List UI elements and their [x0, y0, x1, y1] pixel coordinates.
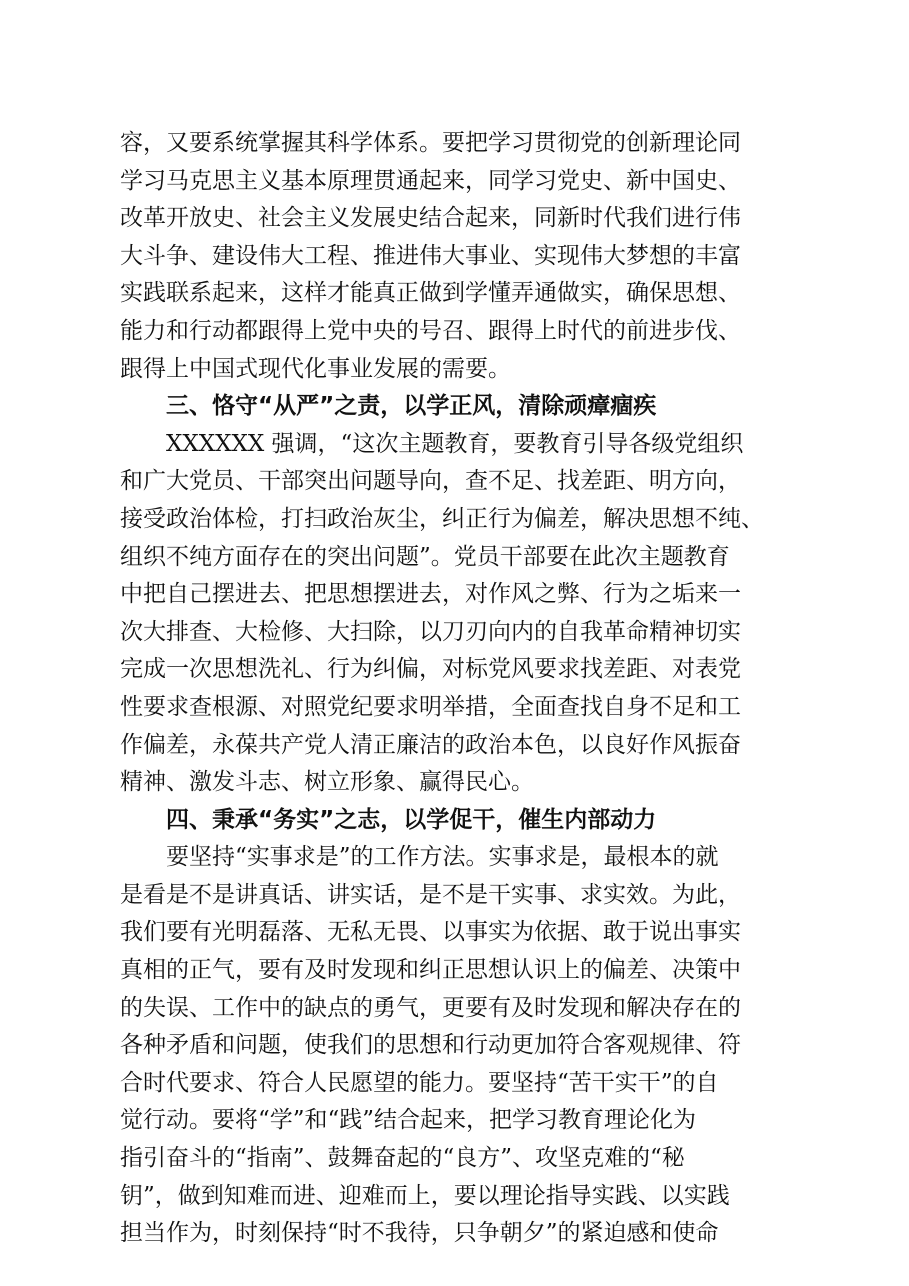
paragraph-line: 能力和行动都跟得上党中央的号召、跟得上时代的前进步伐、	[120, 317, 741, 344]
paragraph-line: 指引奋斗的“指南”、鼓舞奋起的“良方”、攻坚克难的“秘	[120, 1145, 685, 1172]
paragraph-line: 容，又要系统掌握其科学体系。要把学习贯彻党的创新理论同	[120, 130, 741, 156]
paragraph-line: 我们要有光明磊落、无私无畏、以事实为依据、敢于说出事实	[120, 919, 741, 946]
paragraph-line: 学习马克思主义基本原理贯通起来，同学习党史、新中国史、	[120, 167, 741, 194]
paragraph-line: 合时代要求、符合人民愿望的能力。要坚持“苦干实干”的自	[120, 1069, 719, 1096]
paragraph-line: 真相的正气，要有及时发现和纠正思想认识上的偏差、决策中	[120, 957, 741, 984]
paragraph-line: 次大排查、大检修、大扫除，以刀刃向内的自我革命精神切实	[120, 618, 741, 645]
document-body	[120, 125, 810, 1253]
paragraph-line: 完成一次思想洗礼、行为纠偏，对标党风要求找差距、对表党	[120, 656, 741, 683]
paragraph-line: 各种矛盾和问题，使我们的思想和行动更加符合客观规律、符	[120, 1032, 741, 1059]
paragraph-line: 跟得上中国式现代化事业发展的需要。	[120, 355, 511, 382]
section-heading: 四、秉承“务实”之志，以学促干，催生内部动力	[166, 806, 657, 833]
paragraph-line: 中把自己摆进去、把思想摆进去，对作风之弊、行为之垢来一	[120, 581, 741, 608]
paragraph-line: 担当作为，时刻保持“时不我待，只争朝夕”的紧迫感和使命	[120, 1220, 719, 1247]
paragraph-line: 接受政治体检，打扫政治灰尘，纠正行为偏差，解决思想不纯、	[120, 505, 764, 532]
paragraph-line: 精神、激发斗志、树立形象、赢得民心。	[120, 769, 534, 796]
paragraph-line: 的失误、工作中的缺点的勇气，更要有及时发现和解决存在的	[120, 994, 741, 1021]
paragraph-line: 实践联系起来，这样才能真正做到学懂弄通做实，确保思想、	[120, 280, 741, 307]
paragraph-line: 大斗争、建设伟大工程、推进伟大事业、实现伟大梦想的丰富	[120, 242, 741, 269]
paragraph-line: 性要求查根源、对照党纪要求明举措，全面查找自身不足和工	[120, 693, 741, 720]
paragraph-line: 是看是不是讲真话、讲实话，是不是干实事、求实效。为此，	[120, 881, 741, 908]
paragraph-line: 组织不纯方面存在的突出问题”。党员干部要在此次主题教育	[120, 543, 730, 570]
paragraph-line: 改革开放史、社会主义发展史结合起来，同新时代我们进行伟	[120, 205, 741, 232]
section-heading: 三、恪守“从严”之责，以学正风，清除顽瘴痼疾	[166, 393, 657, 420]
paragraph-line: 和广大党员、干部突出问题导向，查不足、找差距、明方向，	[120, 468, 741, 495]
paragraph-line: XXXXXX 强调，“这次主题教育，要教育引导各级党组织	[166, 430, 744, 457]
paragraph-line: 作偏差，永葆共产党人清正廉洁的政治本色，以良好作风振奋	[120, 731, 741, 758]
paragraph-line: 钥”，做到知难而进、迎难而上，要以理论指导实践、以实践	[120, 1182, 730, 1209]
paragraph-line: 觉行动。要将“学”和“践”结合起来，把学习教育理论化为	[120, 1107, 697, 1134]
paragraph-line: 要坚持“实事求是”的工作方法。实事求是，最根本的就	[166, 844, 719, 871]
